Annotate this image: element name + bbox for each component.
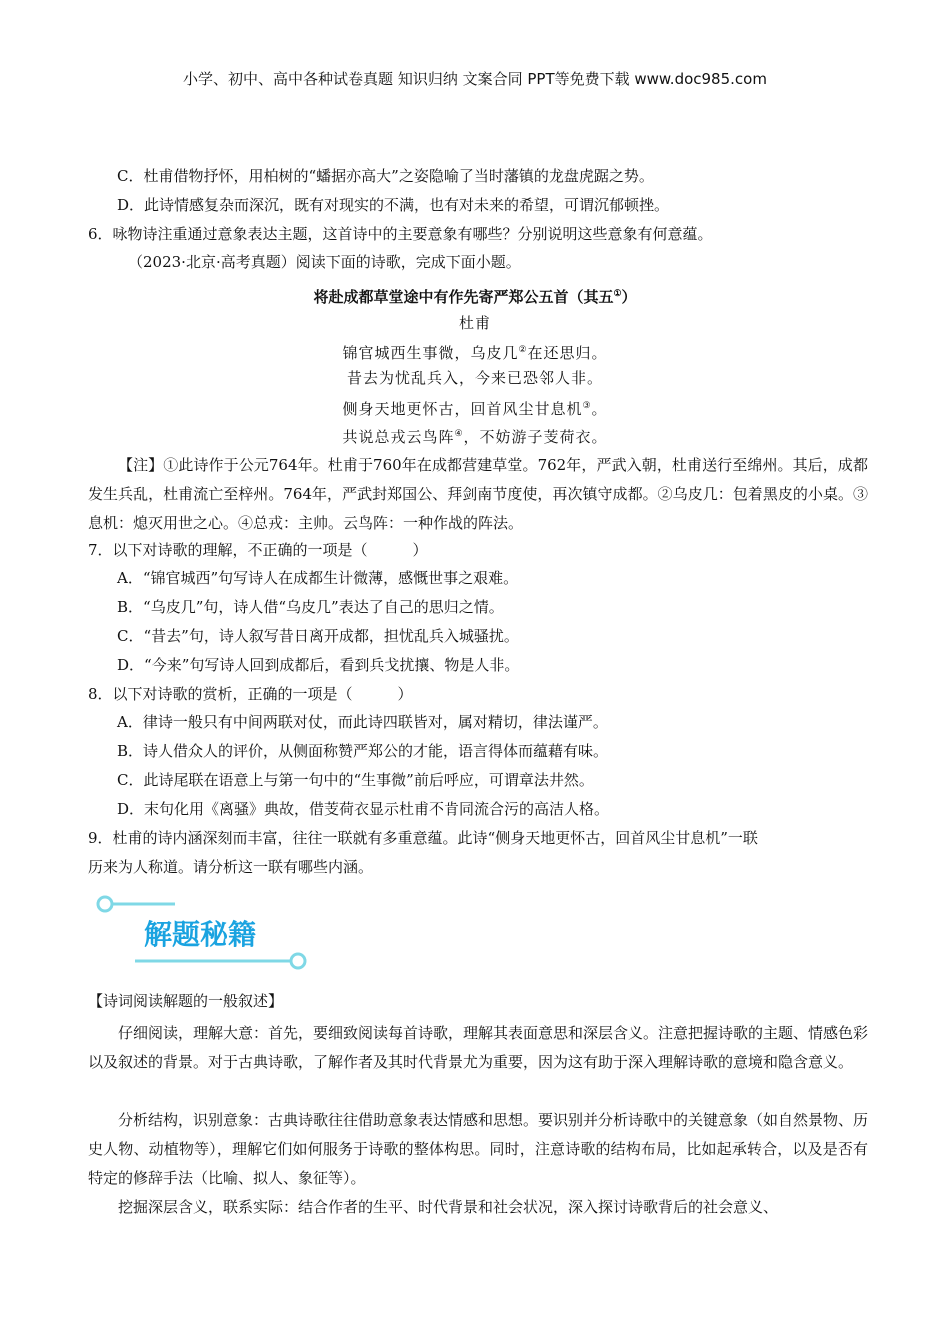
q5-option-d: D．此诗情感复杂而深沉，既有对现实的不满，也有对未来的希望，可谓沉郁顿挫。 <box>117 196 670 214</box>
question-8-stem: 8．以下对诗歌的赏析，正确的一项是（ ） <box>88 685 413 703</box>
poem-line-4: 共说总戎云鸟阵④，不妨游子芰荷衣。 <box>342 428 608 446</box>
paragraph-3: 挖掘深层含义，联系实际：结合作者的生平、时代背景和社会状况，深入探讨诗歌背后的社会意义、 <box>118 1198 779 1216</box>
question-6: 6．咏物诗注重通过意象表达主题，这首诗中的主要意象有哪些？分别说明这些意象有何意蕴。 <box>88 225 713 243</box>
q7-option-d: D．“今来”句写诗人回到成都后，看到兵戈扰攘、物是人非。 <box>117 656 520 674</box>
poem-line-3: 侧身天地更怀古，回首风尘甘息机③。 <box>342 400 608 418</box>
q8-option-d: D．末句化用《离骚》典故，借芰荷衣显示杜甫不肯同流合污的高洁人格。 <box>117 800 610 818</box>
question-9-line-2: 历来为人称道。请分析这一联有哪些内涵。 <box>88 858 374 876</box>
q8-option-c: C．此诗尾联在语意上与第一句中的“生事微”前后呼应，可谓章法井然。 <box>117 771 594 789</box>
poem-author: 杜甫 <box>458 314 491 332</box>
q7-option-c: C．“昔去”句，诗人叙写昔日离开成都，担忧乱兵入城骚扰。 <box>117 627 519 645</box>
q8-option-b: B．诗人借众人的评价，从侧面称赞严郑公的才能，语言得体而蕴藉有味。 <box>117 742 609 760</box>
source-line: （2023·北京·高考真题）阅读下面的诗歌，完成下面小题。 <box>128 253 521 271</box>
section-title: 【诗词阅读解题的一般叙述】 <box>88 992 284 1010</box>
poem-line-2: 昔去为忧乱兵入，今来已恐邻人非。 <box>346 369 603 387</box>
question-9-line-1: 9．杜甫的诗内涵深刻而丰富，往往一联就有多重意蕴。此诗“侧身天地更怀古，回首风尘甘息机”一联 <box>88 829 758 847</box>
paragraph-1: 仔细阅读，理解大意：首先，要细致阅读每首诗歌，理解其表面意思和深层含义。注意把握诗歌的主题、情感色彩以及叙述的背景。对于古典诗歌，了解作者及其时代背景尤为重要，因为这有助于深入理解诗歌的意境和隐含意义。 <box>88 1024 869 1071</box>
q7-option-b: B．“乌皮几”句，诗人借“乌皮几”表达了自己的思归之情。 <box>117 598 504 616</box>
page-header: 小学、初中、高中各种试卷真题 知识归纳 文案合同 PPT等免费下载 www.doc985.com <box>183 70 767 88</box>
tips-badge-text: 解题秘籍 <box>143 918 257 951</box>
paragraph-2: 分析结构，识别意象：古典诗歌往往借助意象表达情感和思想。要识别并分析诗歌中的关键意象（如自然景物、历史人物、动植物等），理解它们如何服务于诗歌的整体构思。同时，注意诗歌的结构布局，比如起承转合，以及是否有特定的修辞手法（比喻、拟人、象征等）。 <box>88 1111 869 1187</box>
poem-line-1: 锦官城西生事微，乌皮几②在还思归。 <box>342 344 608 362</box>
q5-option-c: C．杜甫借物抒怀，用柏树的“蟠据亦高大”之姿隐喻了当时藩镇的龙盘虎踞之势。 <box>117 167 654 185</box>
poem-note: 【注】①此诗作于公元764年。杜甫于760年在成都营建草堂。762年，严武入朝，杜甫送行至绵州。其后，成都发生兵乱，杜甫流亡至梓州。764年，严武封郑国公、拜剑南节度使，再次镇守成都。②乌皮几：包着黑皮的小桌。③息机：熄灭用世之心。④总戎：主帅。云鸟阵：一种作战的阵法。 <box>88 456 868 532</box>
question-7-stem: 7．以下对诗歌的理解，不正确的一项是（ ） <box>88 541 428 559</box>
tips-badge <box>95 886 320 976</box>
q8-option-a: A．律诗一般只有中间两联对仗，而此诗四联皆对，属对精切，律法谨严。 <box>117 713 608 731</box>
q7-option-a: A．“锦官城西”句写诗人在成都生计微薄，感慨世事之艰难。 <box>117 569 519 587</box>
poem-title: 将赴成都草堂途中有作先寄严郑公五首（其五①） <box>313 288 637 306</box>
